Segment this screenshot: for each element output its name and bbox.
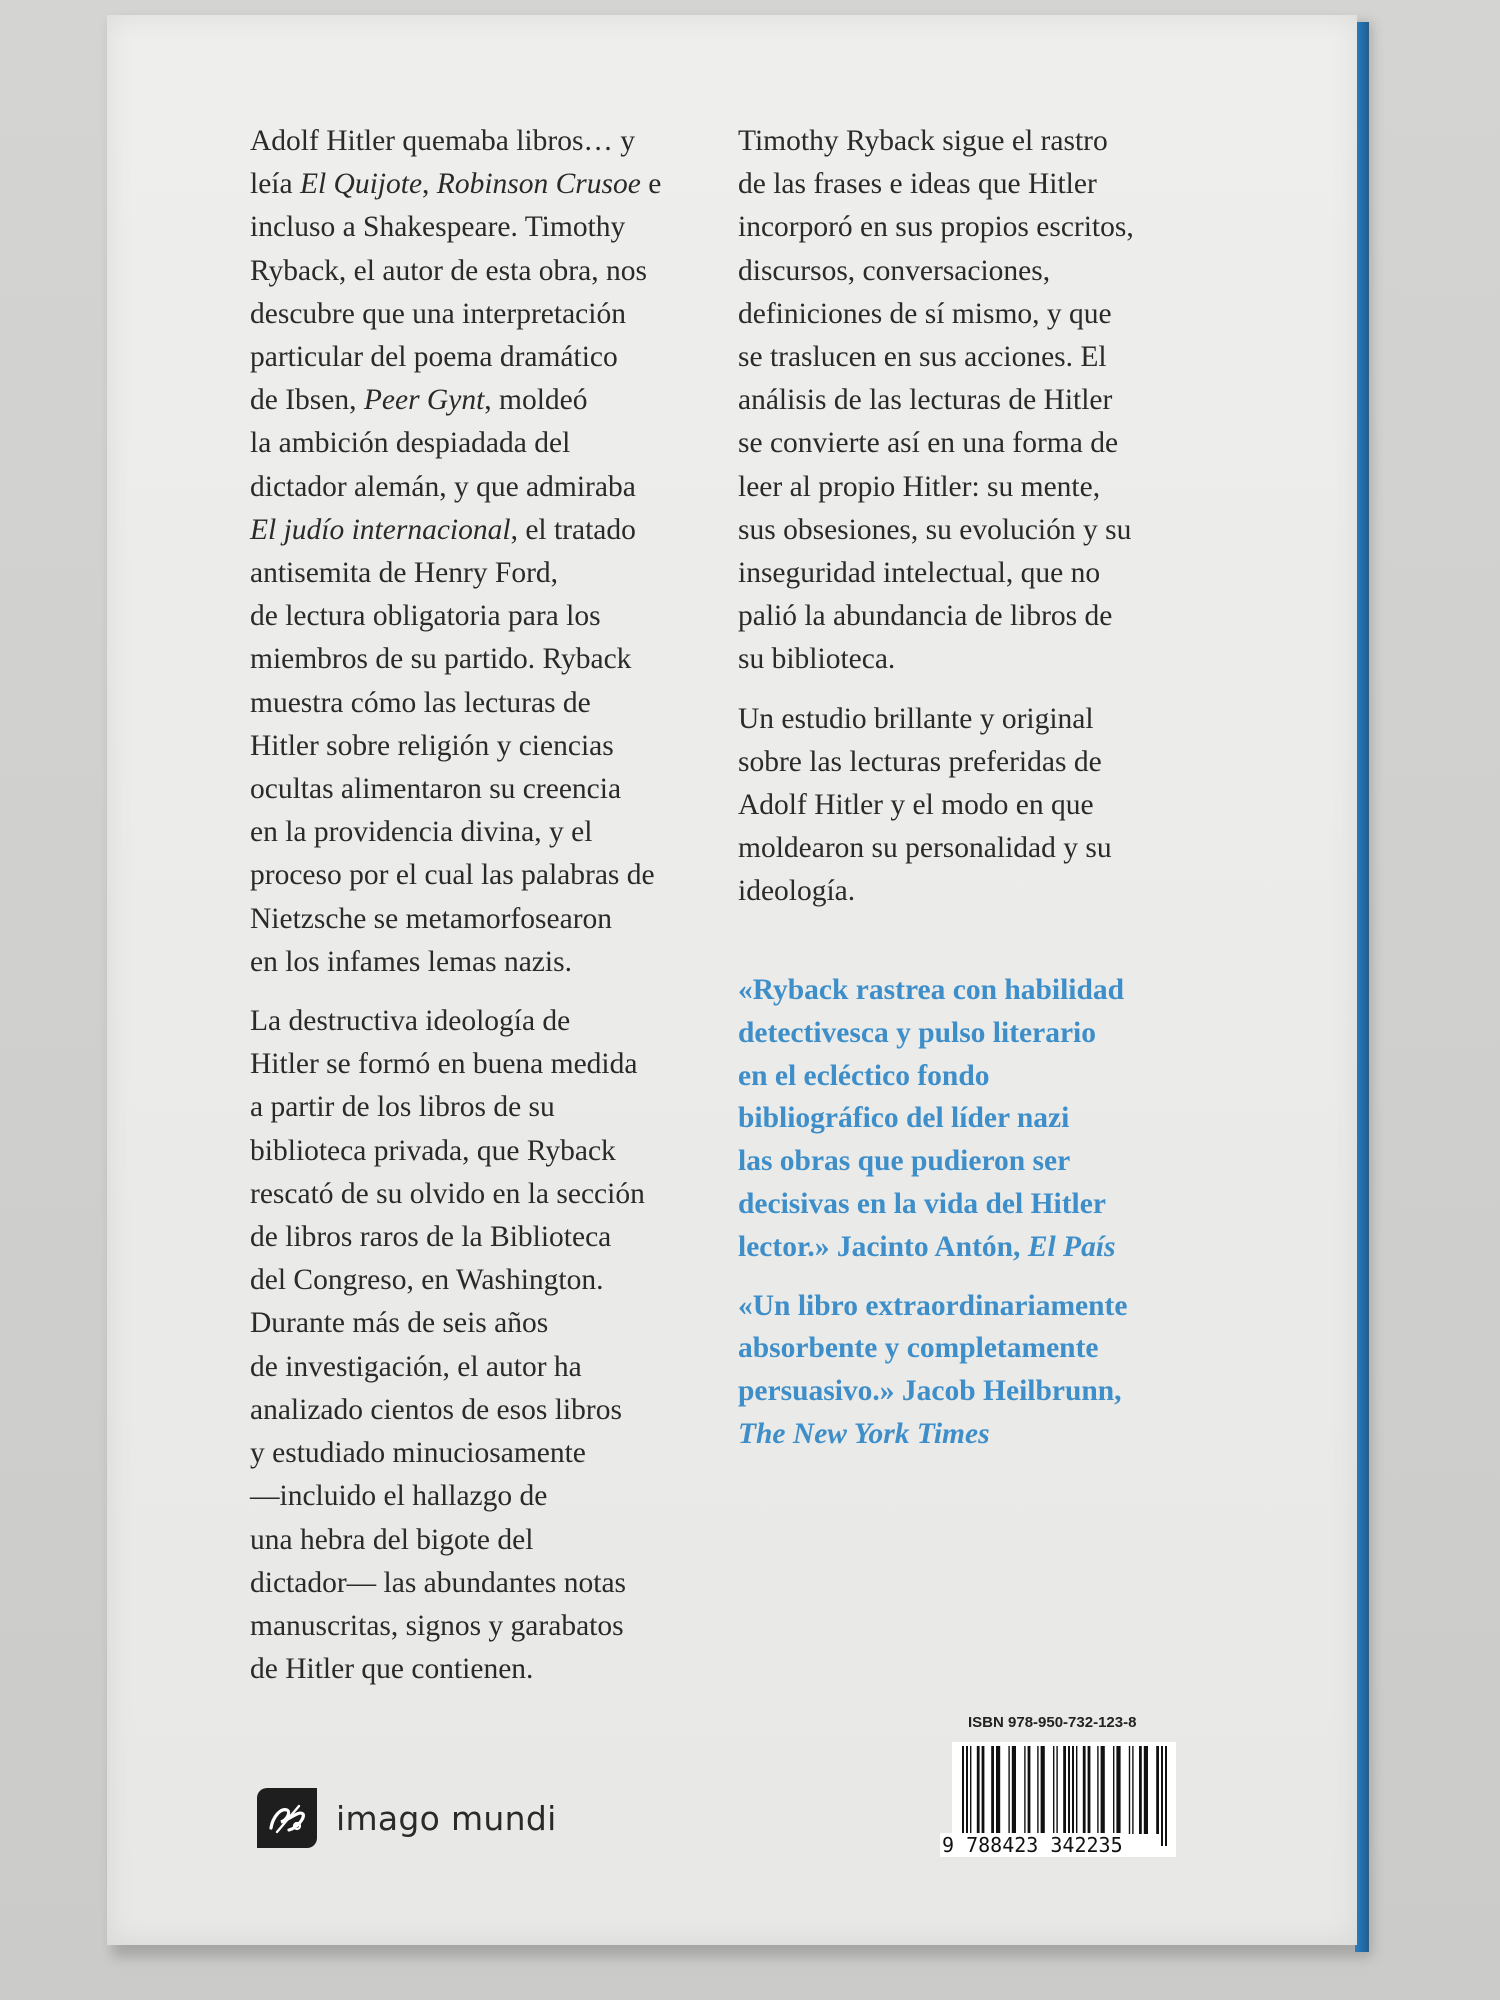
barcode-bar — [1101, 1746, 1105, 1834]
barcode-bar — [1053, 1746, 1054, 1834]
barcode-bar — [1076, 1746, 1077, 1834]
synopsis-paragraph-2: La destructiva ideología de Hitler se formó en buena medida a partir de los libros de su biblioteca privada, que Ryback rescató de su olvido en la sección de libros raros de la Biblioteca del Congreso, en Washington. Durante más de seis años de investigación, el autor ha analizado cientos de esos libros y estudiado minuciosamente —incluido el hallazgo de una hebra del bigote del dictador— las abundantes notas manuscritas, signos y garabatos de Hitler que contienen. — [250, 1005, 645, 1686]
title-robinson-crusoe: Robinson Crusoe — [436, 168, 641, 201]
barcode-bar — [962, 1746, 964, 1846]
barcode-bar — [1083, 1746, 1086, 1834]
barcode-bar — [996, 1746, 1000, 1834]
barcode-bar — [1063, 1746, 1066, 1834]
barcode-bar — [1024, 1746, 1025, 1834]
quote-source-el-pais: El País — [1027, 1230, 1116, 1263]
barcode-bar — [1156, 1746, 1159, 1834]
barcode-bar — [1139, 1746, 1142, 1834]
left-text-column — [250, 120, 720, 1707]
imago-mundi-logo-icon — [257, 1788, 317, 1848]
barcode-bar — [970, 1746, 971, 1834]
publisher-logo — [257, 1788, 557, 1848]
synopsis-paragraph-4: Un estudio brillante y original sobre las lecturas preferidas de Adolf Hitler y el modo en que moldearon su personalidad y su ideología. — [738, 702, 1112, 908]
title-peer-gynt: Peer Gynt — [363, 384, 485, 417]
barcode-bar — [1028, 1746, 1031, 1834]
quote-source-nyt: The New York Times — [738, 1417, 990, 1450]
barcode-bar — [1037, 1746, 1038, 1834]
title-el-quijote: El Quijote — [299, 168, 423, 201]
isbn-number: ISBN 978-950-732-123-8 — [968, 1714, 1137, 1731]
barcode-bar — [1012, 1746, 1016, 1834]
barcode-bar — [1056, 1746, 1057, 1834]
barcode-bar — [1097, 1746, 1098, 1834]
review-quote-nyt: «Un libro extraordinariamente absorbente y completamente persuasivo.» Jacob Heilbrunn, The New York Times — [738, 1289, 1128, 1450]
barcode-bar — [1088, 1746, 1091, 1834]
barcode-bar — [1113, 1746, 1114, 1834]
title-el-judio-internacional: El judío internacional — [250, 513, 511, 546]
barcode-bar — [1041, 1746, 1045, 1834]
review-quote-el-pais: «Ryback rastrea con habilidad detectivesca y pulso literario en el ecléctico fondo bibliográfico del líder nazi las obras que pudieron ser decisivas en la vida del Hitler lector.» Jacinto Antón, El País — [738, 974, 1125, 1263]
book-spine-edge — [1355, 22, 1369, 1952]
barcode-bar — [977, 1746, 980, 1834]
barcode-bar — [1072, 1746, 1074, 1846]
barcode-bar — [982, 1746, 985, 1834]
barcode-bar — [991, 1746, 994, 1834]
barcode-bar — [1129, 1746, 1130, 1834]
barcode-digits: 9 788423 342235 — [942, 1833, 1123, 1857]
barcode-bar — [1132, 1746, 1133, 1834]
barcode-bar — [1068, 1746, 1070, 1846]
barcode-bar — [1116, 1746, 1120, 1834]
barcode-bar — [966, 1746, 968, 1846]
synopsis-paragraph-1: Adolf Hitler quemaba libros… y leía El Quijote, Robinson Crusoe e incluso a Shakespeare. Timothy Ryback, el autor de esta obra, nos descubre que una interpretación particular del poema dramático de Ibsen, Peer Gynt, moldeó la ambición despiadada del dictador alemán, y que admiraba El judío internacional, el tratado antisemita de Henry Ford, de lectura obligatoria para los miembros de su partido. Ryback muestra cómo las lecturas de Hitler sobre religión y ciencias ocultas alimentaron su creencia en la providencia divina, y el proceso por el cual las palabras de Nietzsche se metamorfosearon en los infames lemas nazis. — [250, 125, 662, 978]
barcode-bar — [1165, 1746, 1167, 1846]
review-quotes — [738, 969, 1208, 1472]
right-text-column — [738, 120, 1218, 930]
barcode-bar — [1008, 1746, 1009, 1834]
synopsis-paragraph-3: Timothy Ryback sigue el rastro de las frases e ideas que Hitler incorporó en sus propios escritos, discursos, conversaciones, definiciones de sí mismo, y que se traslucen en sus acciones. El análisis de las lecturas de Hitler se convierte así en una forma de leer al propio Hitler: su mente, sus obsesiones, su evolución y su inseguridad intelectual, que no palió la abundancia de libros de su biblioteca. — [738, 125, 1134, 676]
barcode-bar — [1144, 1746, 1148, 1834]
publisher-name: imago mundi — [336, 1798, 557, 1838]
barcode-bar — [1161, 1746, 1163, 1846]
